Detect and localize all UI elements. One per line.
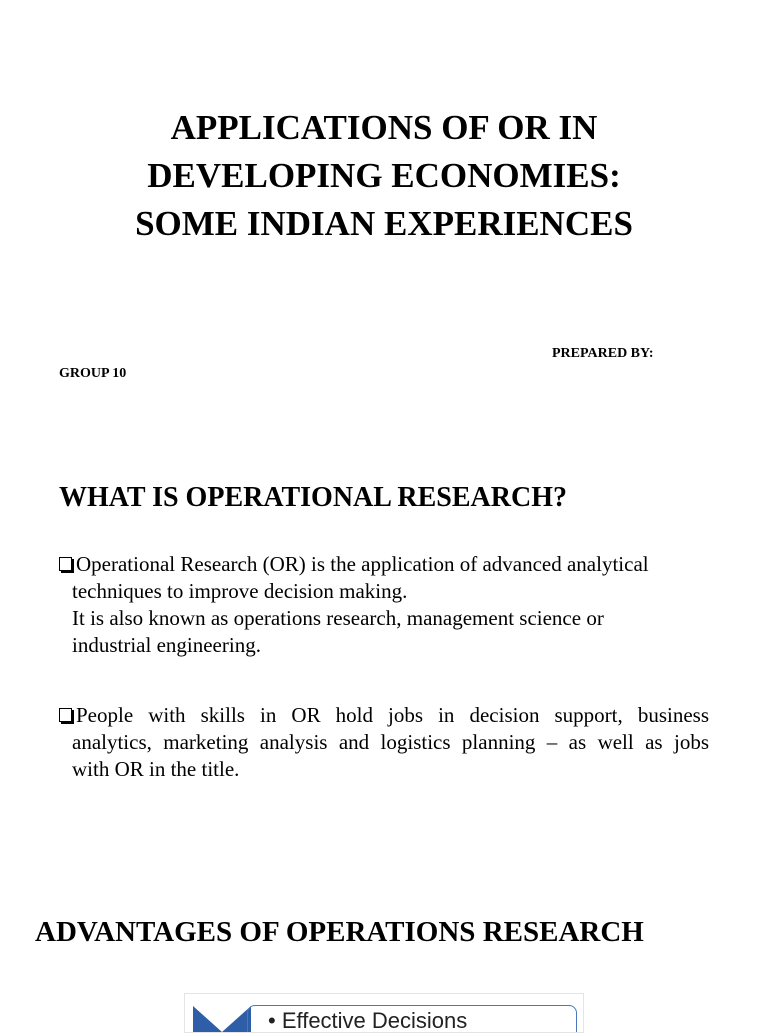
bullet-item	[59, 551, 709, 659]
bullet-line: It is also known as operations research, management science or	[72, 606, 604, 630]
chevron-down-icon	[193, 1006, 251, 1033]
prepared-by-label: PREPARED BY:	[552, 346, 654, 361]
bullet-line: techniques to improve decision making.	[72, 579, 408, 603]
group-label: GROUP 10	[59, 366, 127, 381]
bullet-item	[59, 702, 709, 783]
checkbox-bullet-icon	[59, 557, 72, 571]
section-heading-what-is-or: WHAT IS OPERATIONAL RESEARCH?	[59, 482, 567, 513]
bullet-line: People with skills in OR hold jobs in decision support, business	[59, 702, 709, 729]
bullet-line: industrial engineering.	[72, 633, 261, 657]
diagram-item-effective-decisions: • Effective Decisions	[247, 1005, 577, 1033]
advantages-diagram	[184, 993, 584, 1033]
bullet-line: Operational Research (OR) is the application of advanced analytical	[59, 551, 709, 578]
title-line: DEVELOPING ECONOMIES:	[147, 156, 621, 195]
section-heading-advantages: ADVANTAGES OF OPERATIONS RESEARCH	[35, 916, 644, 948]
bullet-line: analytics, marketing analysis and logistics planning – as well as jobs	[72, 730, 709, 754]
title-line: SOME INDIAN EXPERIENCES	[135, 204, 633, 243]
title-line: APPLICATIONS OF OR IN	[170, 108, 598, 147]
checkbox-bullet-icon	[59, 708, 72, 722]
bullet-line: with OR in the title.	[72, 757, 240, 781]
page-title	[60, 104, 708, 248]
